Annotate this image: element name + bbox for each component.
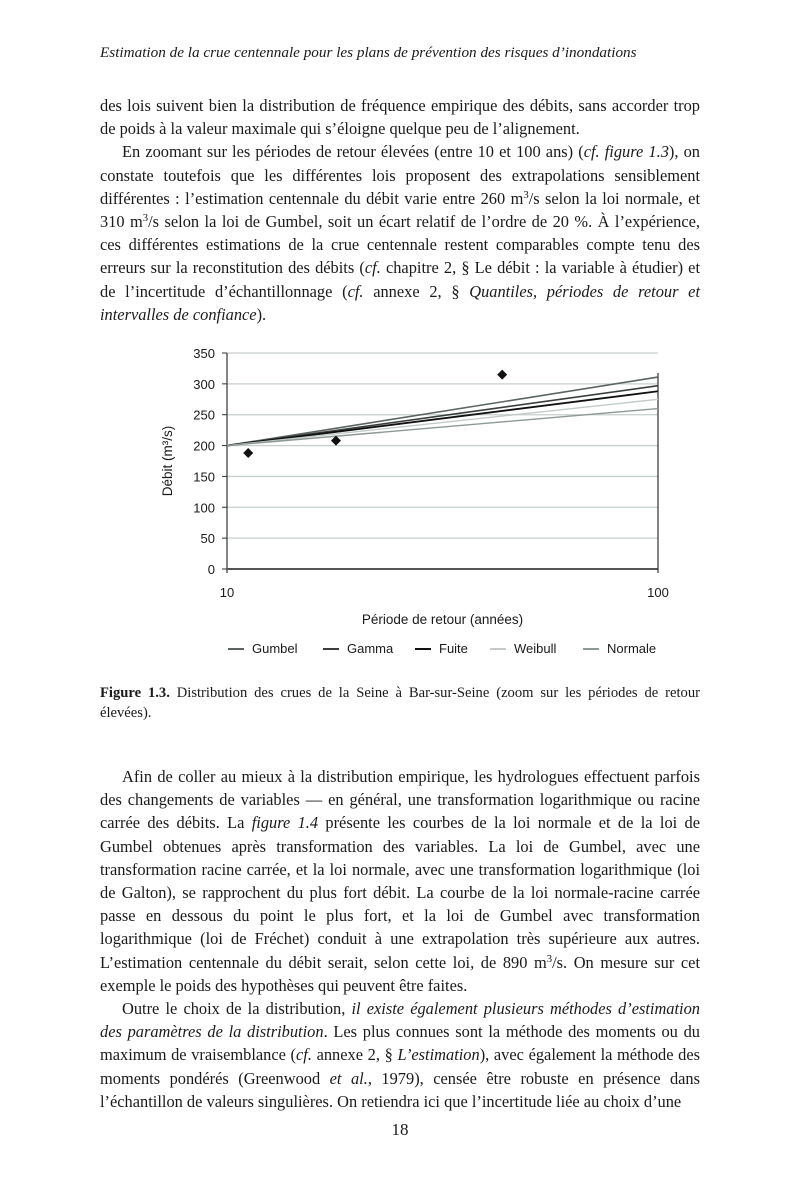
body-text-top — [100, 94, 700, 326]
x-tick-label: 10 — [219, 585, 235, 600]
x-tick-label: 100 — [647, 585, 669, 600]
y-tick-label: 0 — [207, 562, 215, 577]
paragraph: Afin de coller au mieux à la distribution empirique, les hydrologues effectuent parfois des changements de variables — en général, une transformation logarithmique ou racine carrée des débits. La figure 1.4 présente les courbes de la loi normale et de la loi de Gumbel obtenues après transformation des variables. La loi de Gumbel, avec une transformation racine carrée, et la loi normale, avec une transformation logarithmique (loi de Galton), se rapprochent du plus fort débit. La courbe de la loi normale-racine carrée passe en dessous du point le plus fort, et la loi de Gumbel avec transformation logarithmique (loi de Fréchet) conduit à une extrapolation très supérieure aux autres. L’estimation centennale du débit serait, selon cette loi, de 890 $m^3/s$. On mesure sur cet exemple le poids des hypothèses qui peuvent être faites. — [100, 767, 701, 995]
y-tick-label: 250 — [193, 407, 215, 423]
series-line-fuite — [227, 391, 658, 445]
y-tick-label: 150 — [193, 469, 215, 485]
paragraph: En zoomant sur les périodes de retour élevées (entre 10 et 100 ans) (cf. figure 1.3), on constate toutefois que les différentes lois proposent des extrapolations sensiblement différentes : l’estimation centennale du débit varie entre 260 $m^3/s$ selon la loi normale, et 310 $m^3/s$ selon la loi de Gumbel, soit un écart relatif de l’ordre de 20 %. À l’expérience, ces différentes estimations de la crue centennale restent comparables compte tenu des erreurs sur la reconstitution des débits (cf. chapitre 2, § Le débit : la variable à étudier) et de l’incertitude d’échantillonnage (cf. annexe 2, § Quantiles, périodes de retour et intervalles de confiance). — [100, 142, 701, 324]
observation-diamond-marker — [497, 370, 507, 380]
running-header: Estimation de la crue centennale pour les plans de prévention des risques d’inondations — [100, 44, 637, 61]
figure-caption — [100, 684, 700, 723]
legend-label-weibull: Weibull — [514, 641, 557, 656]
y-tick-label: 200 — [193, 438, 215, 454]
line-chart — [150, 335, 710, 675]
legend-label-fuite: Fuite — [439, 641, 468, 656]
figure-chart — [150, 335, 710, 675]
legend-label-gumbel: Gumbel — [252, 641, 298, 656]
figure-caption-text: Distribution des crues de la Seine à Bar-sur-Seine (zoom sur les périodes de retour élevées). — [100, 685, 700, 721]
paragraph: des lois suivent bien la distribution de fréquence empirique des débits, sans accorder trop de poids à la valeur maximale qui s’éloigne quelque peu de l’alignement. — [100, 96, 700, 139]
series-line-weibull — [227, 399, 658, 445]
body-text-bottom — [100, 765, 700, 1113]
page-number: 18 — [391, 1120, 409, 1139]
series-line-gumbel — [227, 377, 658, 446]
observation-diamond-marker — [243, 448, 253, 458]
x-axis-label: Période de retour (années) — [361, 612, 524, 627]
y-tick-label: 50 — [200, 531, 215, 547]
paragraph: Outre le choix de la distribution, il existe également plusieurs méthodes d’estimation des paramètres de la distribution. Les plus connues sont la méthode des moments ou du maximum de vraisemblance (cf. annexe 2, § L’estimation), avec également la méthode des moments pondérés (Greenwood et al., 1979), censée être robuste en présence dans l’échantillon de valeurs singulières. On retiendra ici que l’incertitude liée au choix d’une — [100, 999, 701, 1111]
y-axis-label: Débit (m³/s) — [160, 425, 175, 497]
legend-label-gamma: Gamma — [347, 641, 394, 656]
y-tick-label: 300 — [193, 376, 215, 392]
figure-label: Figure 1.3. — [100, 685, 170, 701]
legend-label-normale: Normale — [607, 641, 657, 656]
y-tick-label: 100 — [193, 500, 215, 516]
y-tick-label: 350 — [193, 346, 215, 361]
